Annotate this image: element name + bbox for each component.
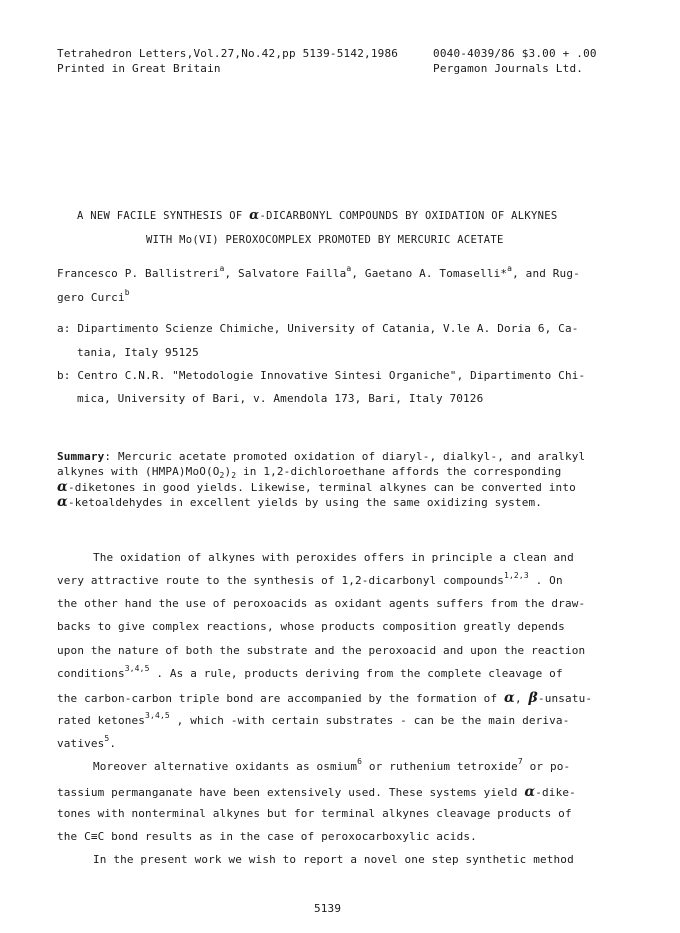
body-p2-line-3: tones with nonterminal alkynes but for terminal alkynes cleavage products of [57, 807, 572, 820]
body-p1-line-5: upon the nature of both the substrate and the peroxoacid and upon the reaction [57, 644, 586, 657]
body-p1-line-7: the carbon-carbon triple bond are accompanied by the formation of α, β-unsatu- [57, 690, 593, 706]
journal-citation: Tetrahedron Letters,Vol.27,No.42,pp 5139-5142,1986 [57, 47, 399, 60]
body-p1-line-1: The oxidation of alkynes with peroxides offers in principle a clean and [93, 551, 574, 564]
publisher: Pergamon Journals Ltd. [433, 62, 584, 75]
affiliation-a-line-1: a: Dipartimento Scienze Chimiche, University of Catania, V.le A. Doria 6, Ca- [57, 322, 579, 335]
body-p2-line-4: the C≡C bond results as in the case of peroxocarboxylic acids. [57, 830, 477, 843]
alpha-symbol: α [57, 494, 68, 510]
authors-line-1: Francesco P. Ballistreri$^a$, Salvatore Failla$^a$, Gaetano A. Tomaselli*$^a$, and Rug- [57, 264, 580, 280]
printed-in: Printed in Great Britain [57, 62, 221, 75]
body-p1-line-9: vatives$^5$. [57, 734, 117, 750]
alpha-symbol: α [524, 784, 536, 800]
issn-price: 0040-4039/86 $3.00 + .00 [433, 47, 597, 60]
authors-line-2: gero Curci$^b$ [57, 288, 130, 304]
summary-line-1: Summary: Mercuric acetate promoted oxidation of diaryl-, dialkyl-, and aralkyl [57, 450, 586, 463]
body-p1-line-8: rated ketones$^{3,4,5}$ , which -with certain substrates - can be the main deriva- [57, 711, 570, 727]
body-p3-line-1: In the present work we wish to report a novel one step synthetic method [93, 853, 574, 866]
beta-symbol: β [528, 690, 538, 706]
body-p1-line-2: very attractive route to the synthesis of 1,2-dicarbonyl compounds$^{1,2,3}$ . On [57, 571, 563, 587]
page-number: 5139 [314, 902, 342, 915]
title-line-2: WITH Mo(VI) PEROXOCOMPLEX PROMOTED BY MERCURIC ACETATE [146, 234, 504, 246]
affiliation-b-line-1: b: Centro C.N.R. "Metodologie Innovative Sintesi Organiche", Dipartimento Chi- [57, 369, 586, 382]
alpha-symbol: α [57, 479, 68, 495]
summary-line-4: α-ketoaldehydes in excellent yields by using the same oxidizing system. [57, 494, 543, 510]
title-line-1: A NEW FACILE SYNTHESIS OF α-DICARBONYL COMPOUNDS BY OXIDATION OF ALKYNES [77, 208, 558, 223]
affiliation-b-line-2: mica, University of Bari, v. Amendola 173, Bari, Italy 70126 [77, 392, 484, 405]
body-p2-line-2: tassium permanganate have been extensively used. These systems yield α-dike- [57, 784, 576, 800]
summary-line-3: α-diketones in good yields. Likewise, terminal alkynes can be converted into [57, 479, 576, 495]
affiliation-a-line-2: tania, Italy 95125 [77, 346, 199, 359]
summary-label: Summary [57, 450, 105, 463]
body-p1-line-3: the other hand the use of peroxoacids as oxidant agents suffers from the draw- [57, 597, 586, 610]
summary-line-2: alkynes with $(HMPA)MoO(O_2)_2$ in 1,2-dichloroethane affords the corresponding [57, 465, 562, 480]
body-p1-line-6: conditions$^{3,4,5}$ . As a rule, products deriving from the complete cleavage of [57, 664, 563, 680]
alpha-symbol: α [504, 690, 515, 706]
body-p2-line-1: Moreover alternative oxidants as osmium$^6$ or ruthenium tetroxide$^7$ or po- [93, 757, 571, 773]
body-p1-line-4: backs to give complex reactions, whose products composition greatly depends [57, 620, 565, 633]
alpha-symbol: α [249, 208, 260, 223]
